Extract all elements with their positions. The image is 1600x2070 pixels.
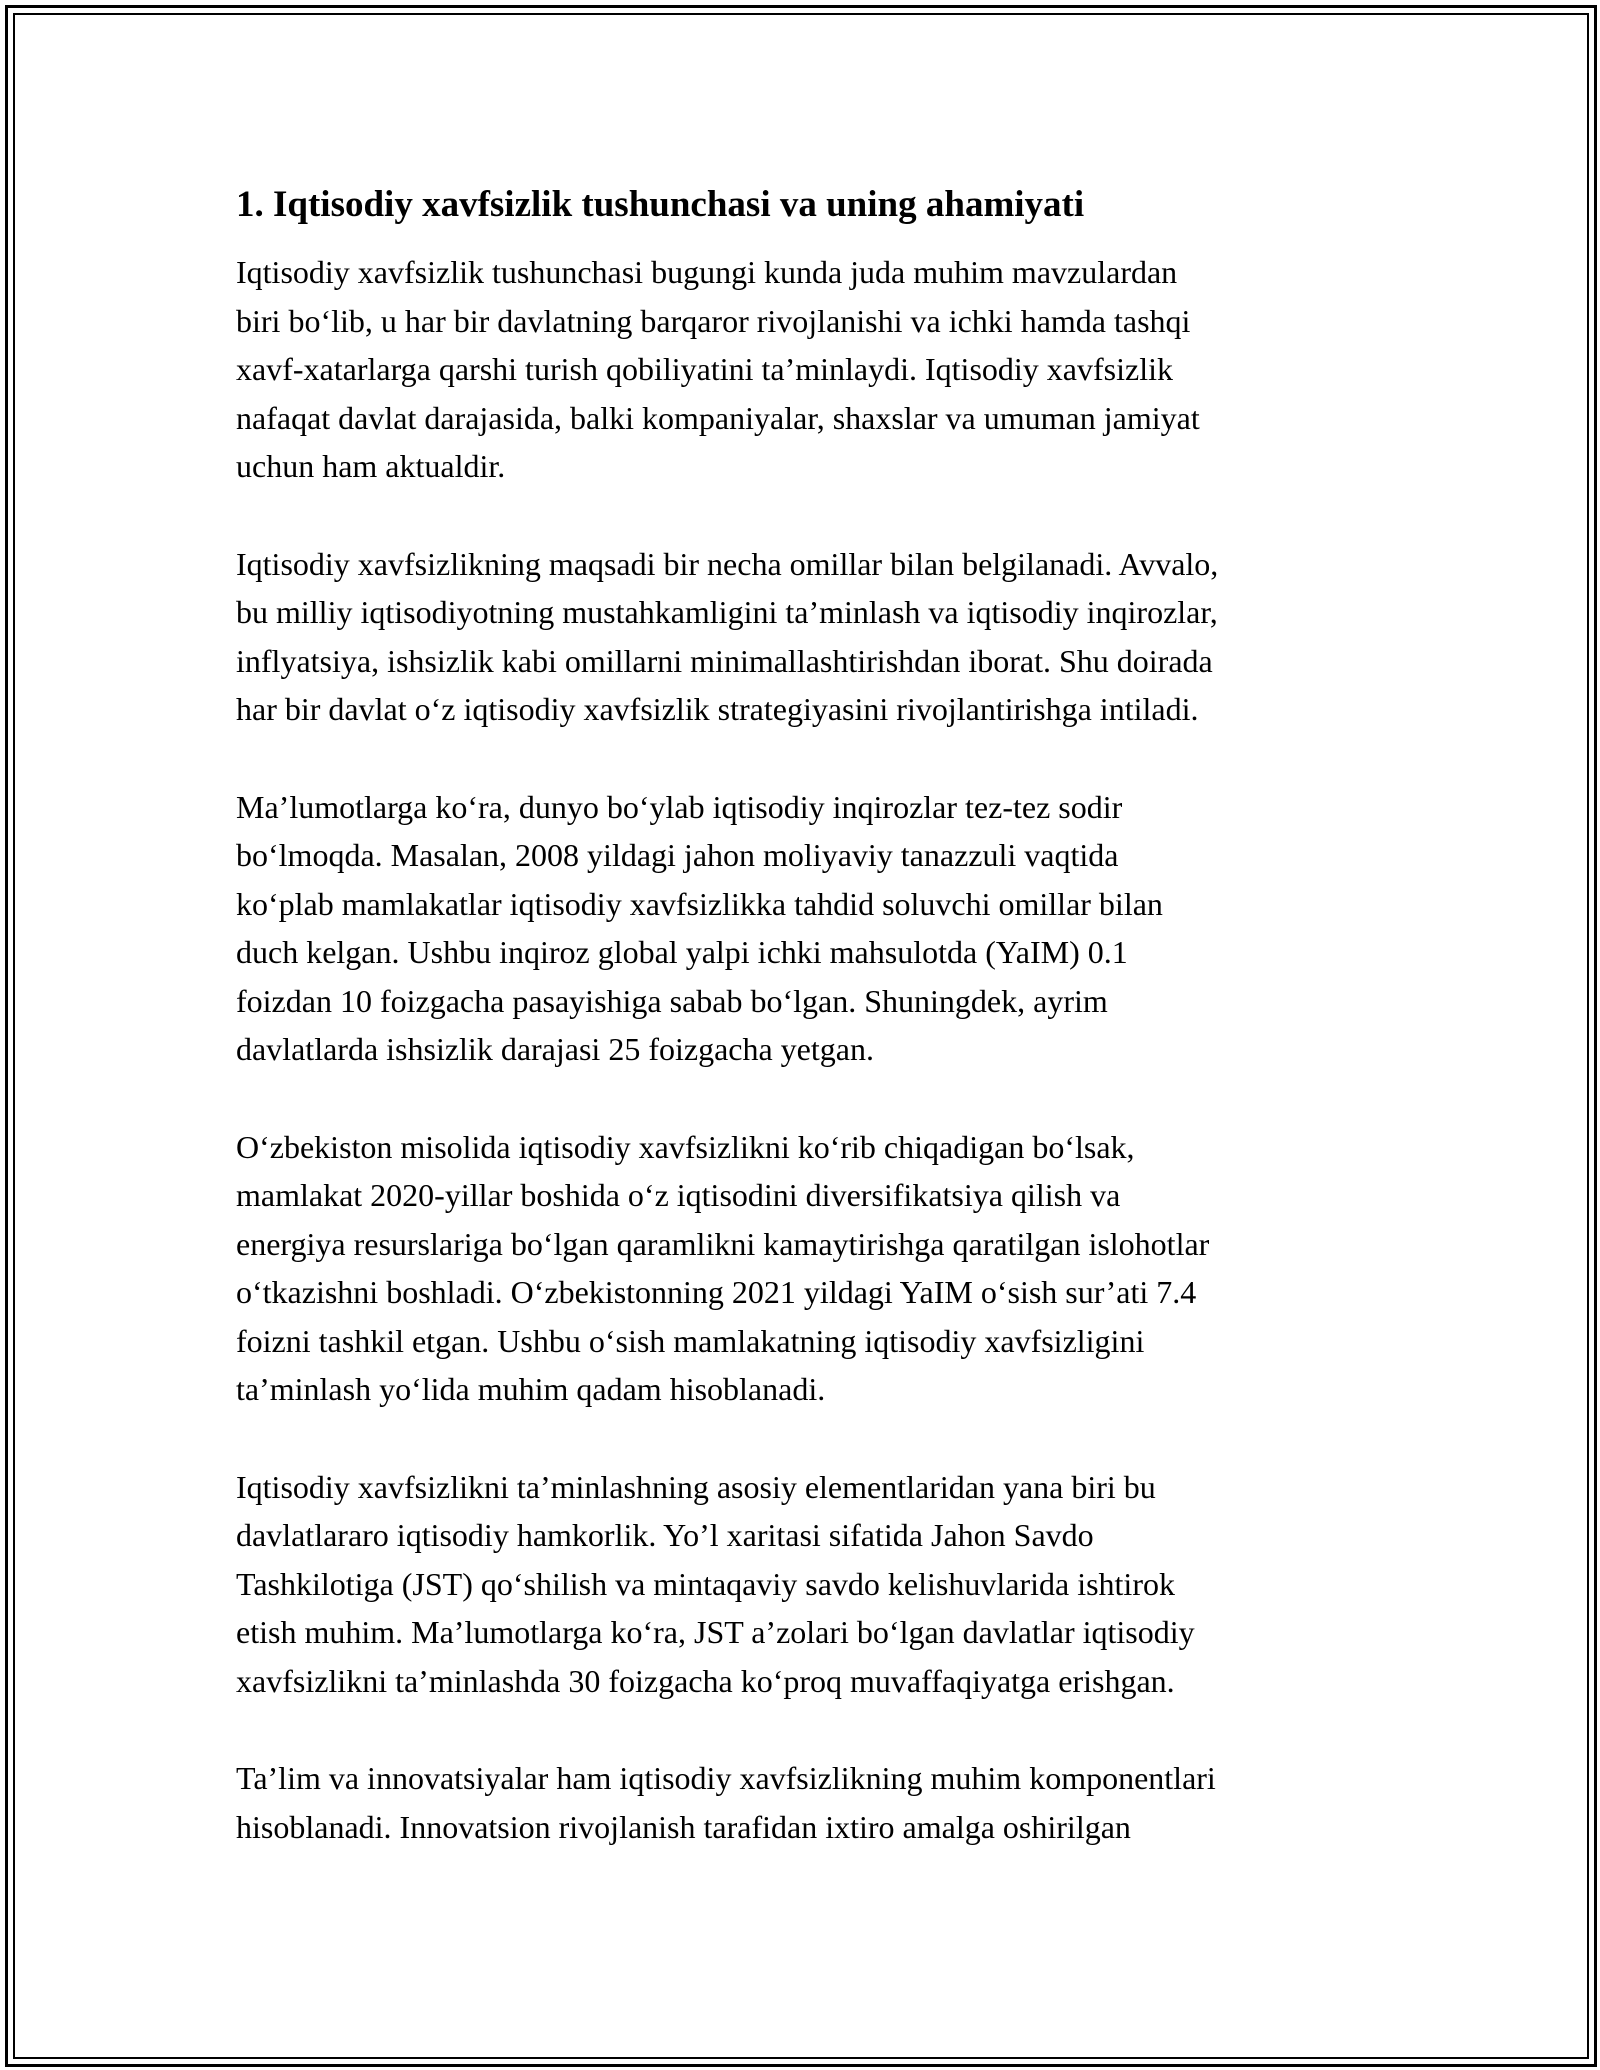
text-line: ta’minlash yo‘lida muhim qadam hisoblanadi. [236,1371,826,1407]
paragraph-4 [236,1123,1386,1414]
text-line: har bir davlat o‘z iqtisodiy xavfsizlik strategiyasini rivojlantirishga intiladi. [236,691,1199,727]
text-line: xavfsizlikni ta’minlashda 30 foizgacha ko‘proq muvaffaqiyatga erishgan. [236,1662,1175,1699]
text-line: inflyatsiya, ishsizlik kabi omillarni minimallashtirishdan iborat. Shu doirada [236,642,1213,679]
text-line: bu milliy iqtisodiyotning mustahkamligini ta’minlash va iqtisodiy inqirozlar, [236,594,1218,630]
text-line: energiya resurslariga bo‘lgan qaramlikni kamaytirishga qaratilgan islohotlar [236,1225,1210,1262]
text-line: hisoblanadi. Innovatsion rivojlanish tarafidan ixtiro amalga oshirilgan [236,1808,1131,1845]
text-line: davlatlararo iqtisodiy hamkorlik. Yo’l xaritasi sifatida Jahon Savdo [236,1517,1094,1553]
text-line: duch kelgan. Ushbu inqiroz global yalpi ichki mahsulotda (YaIM) 0.1 [236,934,1128,970]
text-line: foizdan 10 foizgacha pasayishiga sabab bo‘lgan. Shuningdek, ayrim [236,982,1108,1019]
text-line: Iqtisodiy xavfsizlikning maqsadi bir necha omillar bilan belgilanadi. Avvalo, [236,545,1219,582]
text-line: Ta’lim va innovatsiyalar ham iqtisodiy xavfsizlikning muhim komponentlari [236,1760,1216,1796]
text-line: o‘tkazishni boshladi. O‘zbekistonning 2021 yildagi YaIM o‘sish sur’ati 7.4 [236,1274,1197,1310]
paragraph-1 [236,248,1386,491]
section-heading: 1. Iqtisodiy xavfsizlik tushunchasi va uning ahamiyati [236,184,1085,225]
text-line: xavf-xatarlarga qarshi turish qobiliyatini ta’minlaydi. Iqtisodiy xavfsizlik [236,351,1173,387]
paragraph-6 [236,1754,1386,1851]
paragraph-3 [236,783,1386,1074]
text-line: biri bo‘lib, u har bir davlatning barqaror rivojlanishi va ichki hamda tashqi [236,302,1191,339]
text-line: etish muhim. Ma’lumotlarga ko‘ra, JST a’zolari bo‘lgan davlatlar iqtisodiy [236,1614,1195,1650]
paragraph-2 [236,540,1386,734]
text-line: Ma’lumotlarga ko‘ra, dunyo bo‘ylab iqtisodiy inqirozlar tez-tez sodir [236,788,1123,825]
text-line: uchun ham aktualdir. [236,448,506,484]
text-line: Iqtisodiy xavfsizlikni ta’minlashning asosiy elementlaridan yana biri bu [236,1468,1156,1505]
paragraph-5 [236,1463,1386,1706]
text-line: nafaqat davlat darajasida, balki kompaniyalar, shaxslar va umuman jamiyat [236,399,1200,436]
text-line: O‘zbekiston misolida iqtisodiy xavfsizlikni ko‘rib chiqadigan bo‘lsak, [236,1128,1135,1165]
document-body [236,182,1386,1900]
text-line: davlatlarda ishsizlik darajasi 25 foizgacha yetgan. [236,1031,874,1067]
text-line: ko‘plab mamlakatlar iqtisodiy xavfsizlikka tahdid soluvchi omillar bilan [236,885,1163,922]
text-line: mamlakat 2020-yillar boshida o‘z iqtisodini diversifikatsiya qilish va [236,1177,1121,1213]
text-line: foizni tashkil etgan. Ushbu o‘sish mamlakatning iqtisodiy xavfsizligini [236,1322,1145,1359]
text-line: Tashkilotiga (JST) qo‘shilish va mintaqaviy savdo kelishuvlarida ishtirok [236,1565,1175,1602]
text-line: Iqtisodiy xavfsizlik tushunchasi bugungi kunda juda muhim mavzulardan [236,254,1178,290]
text-line: bo‘lmoqda. Masalan, 2008 yildagi jahon moliyaviy tanazzuli vaqtida [236,837,1119,873]
